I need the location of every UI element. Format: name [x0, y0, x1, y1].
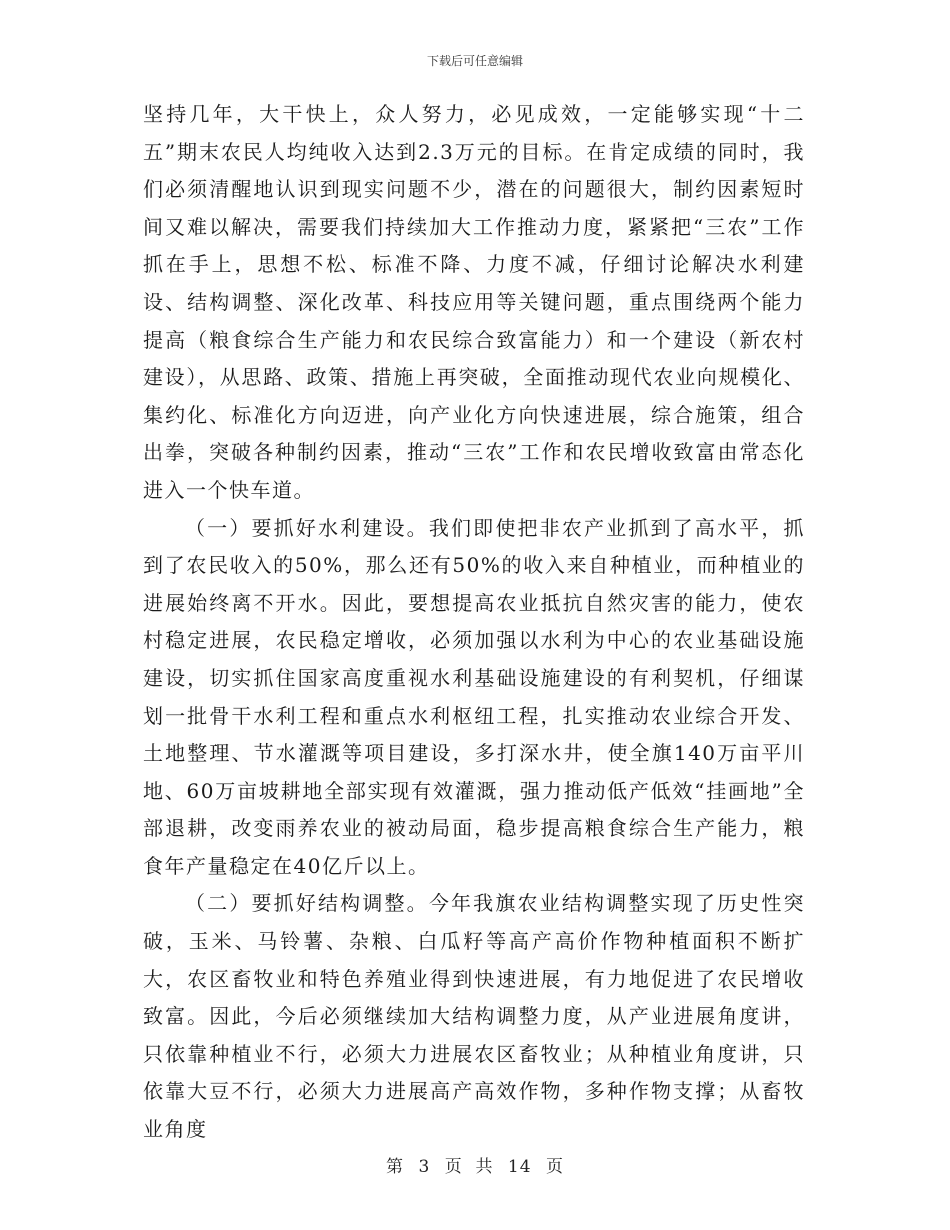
paragraph-structure-adjustment: （二）要抓好结构调整。今年我旗农业结构调整实现了历史性突破，玉米、马铃薯、杂粮、白瓜籽等高产高价作物种植面积不断扩大，农区畜牧业和特色养殖业得到快速进展，有力地促进了农民增收致富。因此，今后必须继续加大结构调整力度，从产业进展角度讲，只依靠种植业不行，必须大力进展农区畜牧业；从种植业角度讲，只依靠大豆不行，必须大力进展高产高效作物，多种作物支撑；从畜牧业角度	[143, 891, 805, 1142]
page-header	[0, 52, 950, 69]
footer-middle: 页 共	[444, 1157, 494, 1177]
footer-suffix: 页	[545, 1157, 564, 1177]
paragraph-intro: 坚持几年，大干快上，众人努力，必见成效，一定能够实现“十二五”期末农民人均纯收入达到2.3万元的目标。在肯定成绩的同时，我们必须清醒地认识到现实问题不少，潜在的问题很大，制约因素短时间又难以解决，需要我们持续加大工作推动力度，紧紧把“三农”工作抓在手上，思想不松、标准不降、力度不减，仔细讨论解决水利建设、结构调整、深化改革、科技应用等关键问题，重点围绕两个能力提高（粮食综合生产能力和农民综合致富能力）和一个建设（新农村建设），从思路、政策、措施上再突破，全面推动现代农业向规模化、集约化、标准化方向迈进，向产业化方向快速进展，综合施策，组合出拳，突破各种制约因素，推动“三农”工作和农民增收致富由常态化进入一个快车道。	[143, 102, 805, 502]
document-body	[143, 96, 805, 1149]
header-text: 下载后可任意编辑	[426, 54, 523, 68]
total-page-count: 14	[507, 1157, 532, 1177]
page-footer	[0, 1152, 950, 1177]
footer-prefix: 第	[386, 1157, 405, 1177]
current-page-number: 3	[418, 1157, 431, 1177]
paragraph-water-conservancy: （一）要抓好水利建设。我们即使把非农产业抓到了高水平，抓到了农民收入的50%，那么还有50%的收入来自种植业，而种植业的进展始终离不开水。因此，要想提高农业抵抗自然灾害的能力，使农村稳定进展，农民稳定增收，必须加强以水利为中心的农业基础设施建设，切实抓住国家高度重视水利基础设施建设的有利契机，仔细谋划一批骨干水利工程和重点水利枢纽工程，扎实推动农业综合开发、土地整理、节水灌溉等项目建设，多打深水井，使全旗140万亩平川地、60万亩坡耕地全部实现有效灌溉，强力推动低产低效“挂画地”全部退耕，改变雨养农业的被动局面，稳步提高粮食综合生产能力，粮食年产量稳定在40亿斤以上。	[143, 515, 805, 878]
